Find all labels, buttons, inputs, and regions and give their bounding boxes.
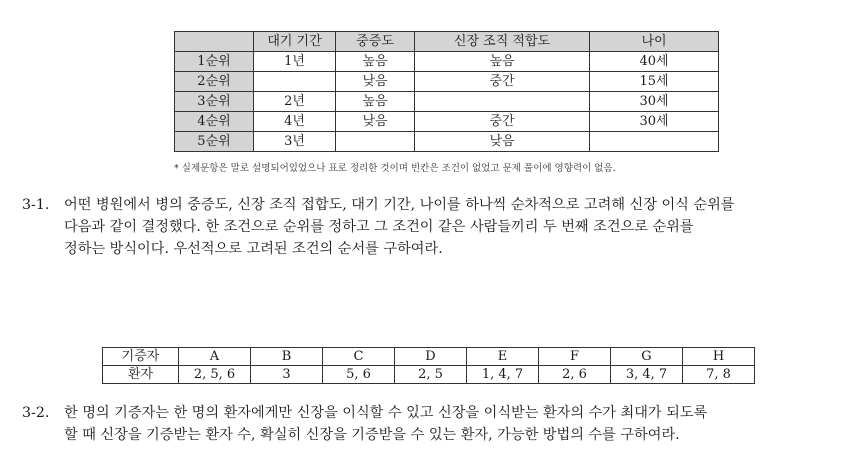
table-cell: 30세 [590,92,719,112]
row-label: 4순위 [175,112,254,132]
row-label: 환자 [103,366,179,384]
table-cell: 3 [251,366,323,384]
table-cell: 5, 6 [323,366,395,384]
header-cell-severity: 중증도 [336,32,415,52]
question-line: 어떤 병원에서 병의 중증도, 신장 조직 접합도, 대기 기간, 나이를 하나씩 순차적으로 고려해 신장 이식 순위를 [64,197,735,213]
table-cell [254,72,336,92]
question-line: 할 때 신장을 기증받는 환자 수, 확실히 신장을 기증받을 수 있는 환자, 가능한 방법의 수를 구하여라. [64,427,680,443]
question-number: 3-2. [22,405,50,421]
table-cell: E [467,348,539,366]
table-cell: 높음 [336,92,415,112]
table-row [103,366,755,384]
table-footnote: * 실제문항은 말로 설명되어있었으나 표로 정리한 것이며 빈칸은 조건이 없었고 문제 풀이에 영향력이 없음. [174,163,616,174]
table-cell: D [395,348,467,366]
table-cell: 4년 [254,112,336,132]
table-row [175,92,719,112]
table-cell: 15세 [590,72,719,92]
table-cell: 중간 [415,72,590,92]
table-cell: 1년 [254,52,336,72]
question-3-1 [22,194,735,260]
priority-table-header-row [175,32,719,52]
header-cell-wait-period: 대기 기간 [254,32,336,52]
question-line: 정하는 방식이다. 우선적으로 고려된 조건의 순서를 구하여라. [64,241,443,257]
table-cell: F [539,348,611,366]
table-row [175,52,719,72]
row-label: 1순위 [175,52,254,72]
table-cell: 높음 [336,52,415,72]
table-row [175,132,719,152]
table-cell: 낮음 [336,112,415,132]
table-cell [336,132,415,152]
table-cell: 7, 8 [683,366,755,384]
donor-patient-table [102,347,755,384]
table-cell: 낮음 [336,72,415,92]
table-cell: 1, 4, 7 [467,366,539,384]
row-label: 5순위 [175,132,254,152]
table-cell: H [683,348,755,366]
row-label: 2순위 [175,72,254,92]
table-cell [415,92,590,112]
table-row [175,112,719,132]
row-label: 기증자 [103,348,179,366]
table-cell: C [323,348,395,366]
table-cell: 높음 [415,52,590,72]
table-cell: 2, 5, 6 [179,366,251,384]
table-cell: G [611,348,683,366]
priority-table [174,31,719,152]
table-cell: 3, 4, 7 [611,366,683,384]
table-cell: 낮음 [415,132,590,152]
table-cell: B [251,348,323,366]
table-cell: 30세 [590,112,719,132]
table-cell: 40세 [590,52,719,72]
question-3-2 [22,402,707,446]
header-cell-age: 나이 [590,32,719,52]
table-cell: 2, 5 [395,366,467,384]
question-line: 한 명의 기증자는 한 명의 환자에게만 신장을 이식할 수 있고 신장을 이식받는 환자의 수가 최대가 되도록 [64,405,708,421]
table-cell: 3년 [254,132,336,152]
table-cell [590,132,719,152]
table-cell: 2년 [254,92,336,112]
row-label: 3순위 [175,92,254,112]
table-cell: A [179,348,251,366]
table-cell: 2, 6 [539,366,611,384]
table-row [103,348,755,366]
table-cell: 중간 [415,112,590,132]
table-row [175,72,719,92]
question-line: 다음과 같이 결정했다. 한 조건으로 순위를 정하고 그 조건이 같은 사람들끼리 두 번째 조건으로 순위를 [64,219,694,235]
header-cell-corner [175,32,254,52]
question-number: 3-1. [22,197,50,213]
header-cell-tissue-match: 신장 조직 적합도 [415,32,590,52]
